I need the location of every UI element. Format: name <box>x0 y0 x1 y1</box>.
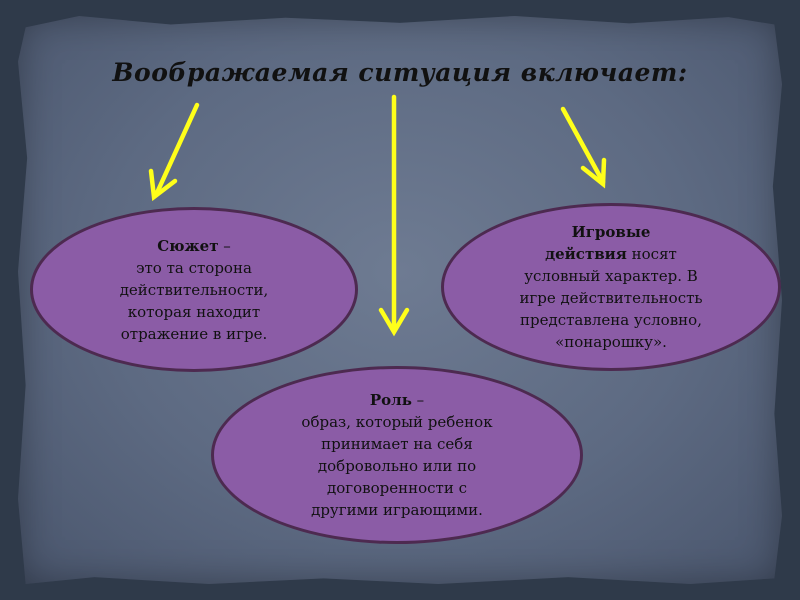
actions-line-4: «понарошку». <box>555 333 667 351</box>
plot-line-3: которая находит <box>127 302 261 321</box>
plot-ellipse <box>30 207 358 372</box>
plot-dash: – <box>218 236 231 255</box>
actions-heading-2: действия <box>545 245 627 263</box>
diagram-title: Воображаемая ситуация включает: <box>112 58 688 87</box>
plot-heading-line <box>157 235 231 257</box>
role-dash: – <box>411 391 425 409</box>
actions-line-2: игре действительность <box>519 289 703 307</box>
arrow-left <box>151 105 197 197</box>
role-line-2: принимает на себя <box>321 435 473 453</box>
arrow-right <box>563 109 604 184</box>
plot-line-4: отражение в игре. <box>120 324 268 343</box>
plot-line-2: действительности, <box>119 280 269 299</box>
role-line-4: договоренности с <box>326 479 467 497</box>
actions-line-3: представлена условно, <box>520 311 702 329</box>
role-line-3: добровольно или по <box>317 457 477 475</box>
actions-heading-line <box>545 243 677 265</box>
role-line-1: образ, который ребенок <box>301 413 493 431</box>
plot-line-1: это та сторона <box>136 258 252 277</box>
actions-ellipse <box>441 203 781 371</box>
role-heading-line <box>370 389 424 411</box>
plot-heading: Сюжет <box>157 236 219 255</box>
role-heading: Роль <box>369 391 412 409</box>
arrow-center <box>381 97 407 332</box>
role-ellipse <box>211 366 583 544</box>
role-line-5: другими играющими. <box>311 501 483 519</box>
actions-line-1: условный характер. В <box>524 267 698 285</box>
actions-heading-1: Игровые <box>571 223 651 241</box>
actions-heading-rest: носят <box>626 245 677 263</box>
